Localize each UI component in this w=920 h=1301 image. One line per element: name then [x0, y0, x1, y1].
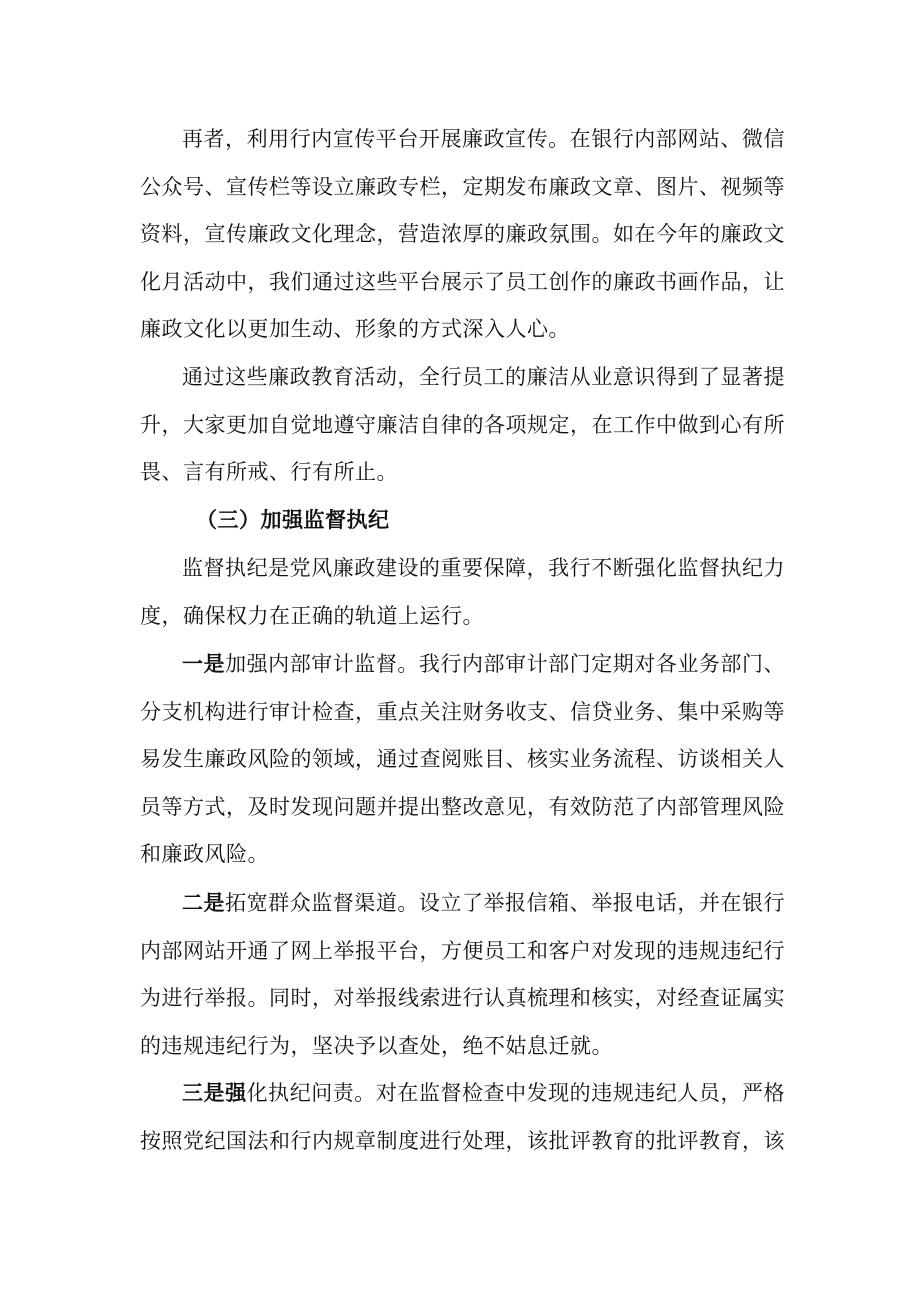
list-item-public-supervision [140, 880, 785, 1070]
item-text: 加强内部审计监督。我行内部审计部门定期对各业务部门、分支机构进行审计检查，重点关注财务收支、信贷业务、集中采购等易发生廉政风险的领域，通过查阅账目、核实业务流程、访谈相关人员等方式，及时发现问题并提出整改意见，有效防范了内部管理风险和廉政风险。 [140, 652, 786, 866]
item-lead-label: 一是 [182, 652, 226, 676]
item-lead-label: 三是强 [182, 1081, 247, 1105]
list-item-accountability [140, 1070, 785, 1165]
section-heading: （三）加强监督执纪 [196, 508, 390, 532]
item-text: 拓宽群众监督渠道。设立了举报信箱、举报电话，并在银行内部网站开通了网上举报平台，方便员工和客户对发现的违规违纪行为进行举报。同时，对举报线索进行认真梳理和核实，对经查证属实的违规违纪行为，坚决予以查处，绝不姑息迁就。 [140, 891, 786, 1058]
paragraph-education-result: 通过这些廉政教育活动，全行员工的廉洁从业意识得到了显著提升，大家更加自觉地遵守廉洁自律的各项规定，在工作中做到心有所畏、言有所戒、行有所止。 [140, 365, 785, 484]
item-lead-label: 二是 [182, 891, 226, 915]
paragraph-supervision-intro: 监督执纪是党风廉政建设的重要保障，我行不断强化监督执纪力度，确保权力在正确的轨道上运行。 [140, 556, 785, 628]
item-text: 化执纪问责。对在监督检查中发现的违规违纪人员，严格按照党纪国法和行内规章制度进行处理，该批评教育的批评教育，该 [140, 1081, 786, 1153]
paragraph-publicity: 再者，利用行内宣传平台开展廉政宣传。在银行内部网站、微信公众号、宣传栏等设立廉政专栏，定期发布廉政文章、图片、视频等资料，宣传廉政文化理念，营造浓厚的廉政氛围。如在今年的廉政文化月活动中，我们通过这些平台展示了员工创作的廉政书画作品，让廉政文化以更加生动、形象的方式深入人心。 [140, 127, 785, 341]
list-item-internal-audit [140, 641, 785, 879]
